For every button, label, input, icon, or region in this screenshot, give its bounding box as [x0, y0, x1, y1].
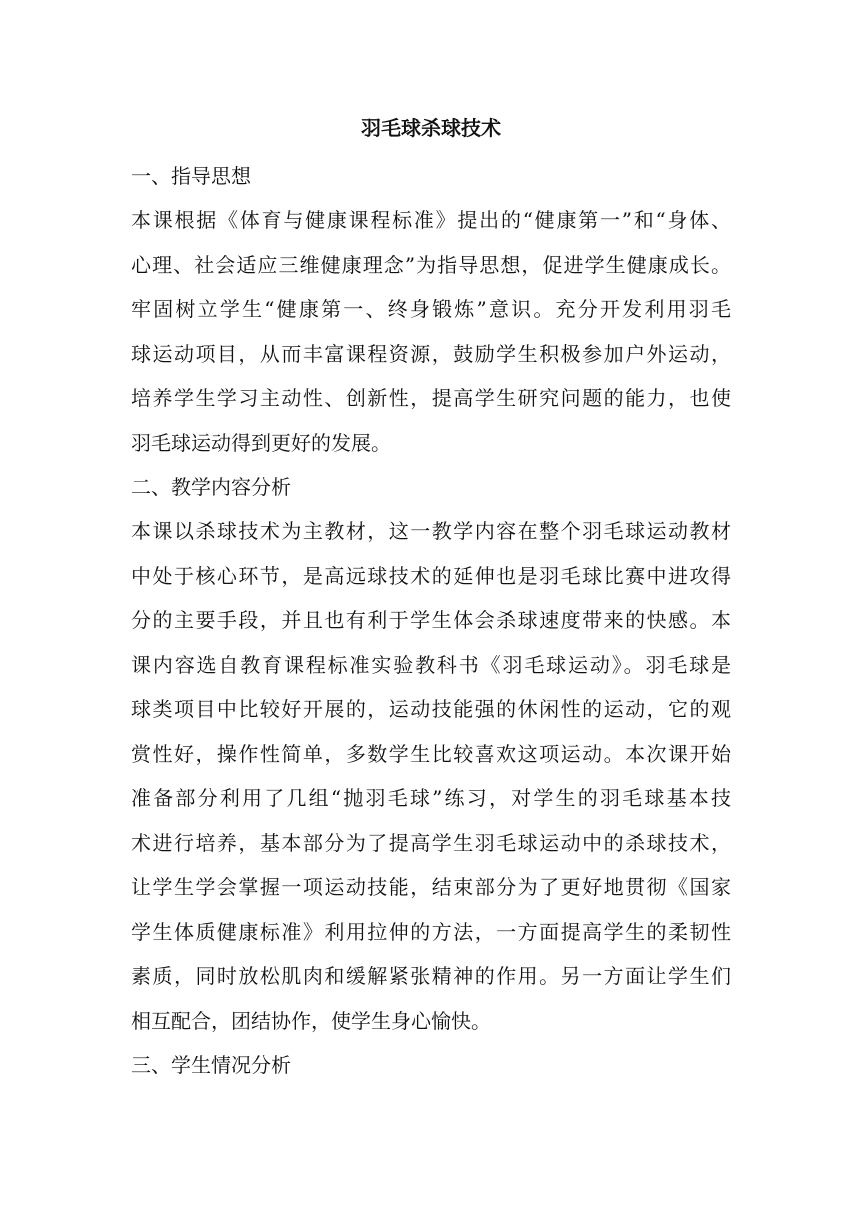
text-line: 本课以杀球技术为主教材，这一教学内容在整个羽毛球运动教材 — [131, 519, 731, 543]
text-line: 球运动项目，从而丰富课程资源，鼓励学生积极参加户外运动， — [131, 341, 731, 366]
text-line: 让学生学会掌握一项运动技能，结束部分为了更好地贯彻《国家 — [131, 875, 731, 899]
document-title: 羽毛球杀球技术 — [361, 116, 501, 140]
text-line: 培养学生学习主动性、创新性，提高学生研究问题的能力，也使 — [131, 386, 731, 410]
text-line: 赏性好，操作性简单，多数学生比较喜欢这项运动。本次课开始 — [131, 741, 731, 766]
text-line: 心理、社会适应三维健康理念”为指导思想，促进学生健康成长。 — [131, 252, 731, 277]
paragraph-content-analysis — [131, 509, 731, 1043]
text-line: 球类项目中比较好开展的，运动技能强的休闲性的运动，它的观 — [131, 697, 731, 721]
document-page — [131, 110, 731, 1087]
text-line: 课内容选自教育课程标准实验教科书《羽毛球运动》。羽毛球是 — [131, 652, 731, 677]
text-line: 本课根据《体育与健康课程标准》提出的“健康第一”和“身体、 — [131, 208, 731, 232]
text-line: 中处于核心环节，是高远球技术的延伸也是羽毛球比赛中进攻得 — [131, 563, 731, 588]
text-line: 术进行培养，基本部分为了提高学生羽毛球运动中的杀球技术， — [131, 830, 731, 855]
text-line: 牢固树立学生“健康第一、终身锻炼”意识。充分开发利用羽毛 — [131, 297, 731, 321]
section-heading-content-analysis: 二、教学内容分析 — [131, 475, 291, 499]
text-line: 学生体质健康标准》利用拉伸的方法，一方面提高学生的柔韧性 — [131, 919, 731, 944]
section-heading-student-analysis: 三、学生情况分析 — [131, 1053, 291, 1077]
text-line: 分的主要手段，并且也有利于学生体会杀球速度带来的快感。本 — [131, 608, 731, 632]
text-line: 相互配合，团结协作，使学生身心愉快。 — [131, 1008, 491, 1033]
paragraph-guiding-ideology — [131, 198, 731, 465]
text-line: 准备部分利用了几组“抛羽毛球”练习，对学生的羽毛球基本技 — [131, 786, 731, 810]
text-line: 素质，同时放松肌肉和缓解紧张精神的作用。另一方面让学生们 — [131, 964, 731, 988]
text-line: 羽毛球运动得到更好的发展。 — [131, 430, 391, 455]
section-heading-guiding-ideology: 一、指导思想 — [131, 164, 251, 188]
